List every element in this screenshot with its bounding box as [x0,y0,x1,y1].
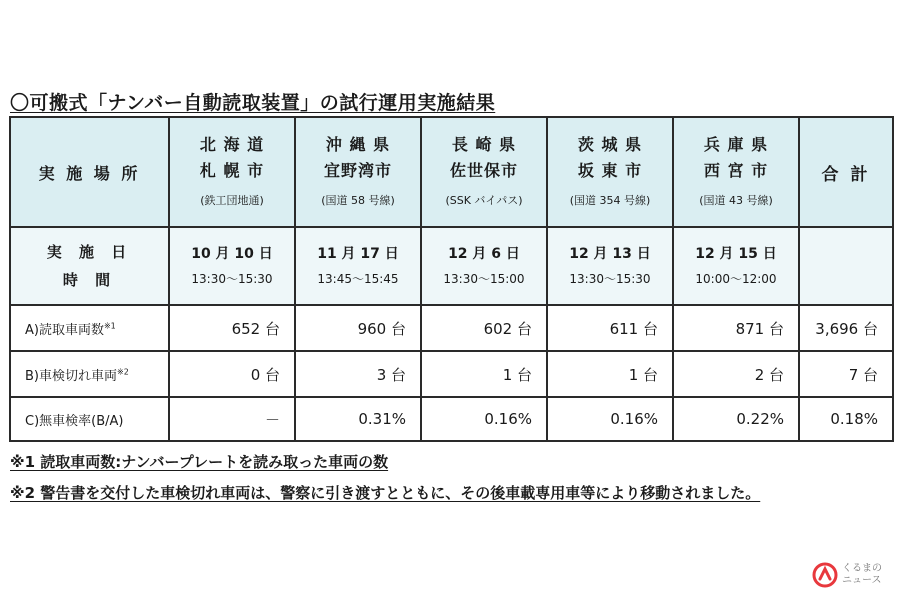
read-count-label-text: A)読取車両数 [25,322,104,338]
road-name: (国道 43 号線) [699,194,773,207]
time-cell-0 [169,227,295,305]
rate-value: － [169,397,295,441]
expired-value: 1 台 [547,351,673,397]
prefecture: 兵 庫 県 [703,135,769,154]
logo-line-2: ニュース [842,575,882,586]
date-value: 12 月 6 日 [448,246,520,262]
results-table [9,116,894,442]
expired-value: 3 台 [295,351,421,397]
road-name: (国道 58 号線) [321,194,395,207]
date-label: 実 施 日 [46,243,133,261]
expired-value: 2 台 [673,351,799,397]
read-count-value: 602 台 [421,305,547,351]
car-logo-icon [812,562,838,588]
time-value: 13:45～15:45 [317,272,399,286]
hours-label: 時 間 [62,271,117,289]
date-value: 10 月 10 日 [191,246,273,262]
prefecture: 北 海 道 [199,135,265,154]
prefecture: 茨 城 県 [577,135,643,154]
footnote-mark-1: ※1 [103,321,116,331]
prefecture: 長 崎 県 [451,135,517,154]
time-cell-4 [673,227,799,305]
date-value: 12 月 13 日 [569,246,651,262]
time-row [10,227,893,305]
expired-value: 1 台 [421,351,547,397]
city: 西 宮 市 [703,161,769,180]
rate-value: 0.22% [673,397,799,441]
read-count-value: 960 台 [295,305,421,351]
rate-total: 0.18% [799,397,893,441]
city: 佐世保市 [449,161,518,180]
read-count-label [10,305,169,351]
city: 宜野湾市 [323,161,392,180]
expired-value: 0 台 [169,351,295,397]
road-name: (国道 354 号線) [569,194,651,207]
footnote-2: ※2 警告書を交付した車検切れ車両は、警察に引き渡すとともに、その後車載専用車等により移動されました。 [10,484,761,502]
rate-value: 0.16% [421,397,547,441]
city: 札 幌 市 [199,161,265,180]
date-value: 12 月 15 日 [695,246,777,262]
location-header-0 [169,117,295,227]
time-value: 13:30～15:30 [569,272,651,286]
rate-value: 0.16% [547,397,673,441]
time-cell-2 [421,227,547,305]
location-header-2 [421,117,547,227]
prefecture: 沖 縄 県 [325,135,391,154]
read-count-value: 871 台 [673,305,799,351]
read-count-value: 652 台 [169,305,295,351]
road-name: (鉄工団地通) [200,194,264,207]
header-row [10,117,893,227]
kuruma-news-logo [812,562,882,588]
time-value: 10:00～12:00 [695,272,777,286]
read-count-total: 3,696 台 [799,305,893,351]
time-cell-total [799,227,893,305]
document-title: 〇可搬式「ナンバー自動読取装置」の試行運用実施結果 [10,92,496,114]
expired-row [10,351,893,397]
expired-label-text: B)車検切れ車両 [25,368,117,384]
logo-text [842,563,882,587]
rate-label: C)無車検率(B/A) [10,397,169,441]
total-header: 合 計 [799,117,893,227]
time-label [10,227,169,305]
city: 坂 東 市 [577,161,643,180]
date-value: 11 月 17 日 [317,246,399,262]
time-value: 13:30～15:30 [191,272,273,286]
footnote-mark-2: ※2 [117,367,129,377]
read-count-row [10,305,893,351]
rate-row [10,397,893,441]
location-header-4 [673,117,799,227]
road-name: (SSK バイパス) [445,194,523,207]
read-count-value: 611 台 [547,305,673,351]
logo-line-1: くるまの [842,563,882,574]
time-cell-3 [547,227,673,305]
expired-total: 7 台 [799,351,893,397]
rate-value: 0.31% [295,397,421,441]
time-cell-1 [295,227,421,305]
time-value: 13:30～15:00 [443,272,525,286]
place-header: 実 施 場 所 [10,117,169,227]
location-header-1 [295,117,421,227]
location-header-3 [547,117,673,227]
expired-label [10,351,169,397]
footnote-1: ※1 読取車両数:ナンバープレートを読み取った車両の数 [10,453,389,471]
